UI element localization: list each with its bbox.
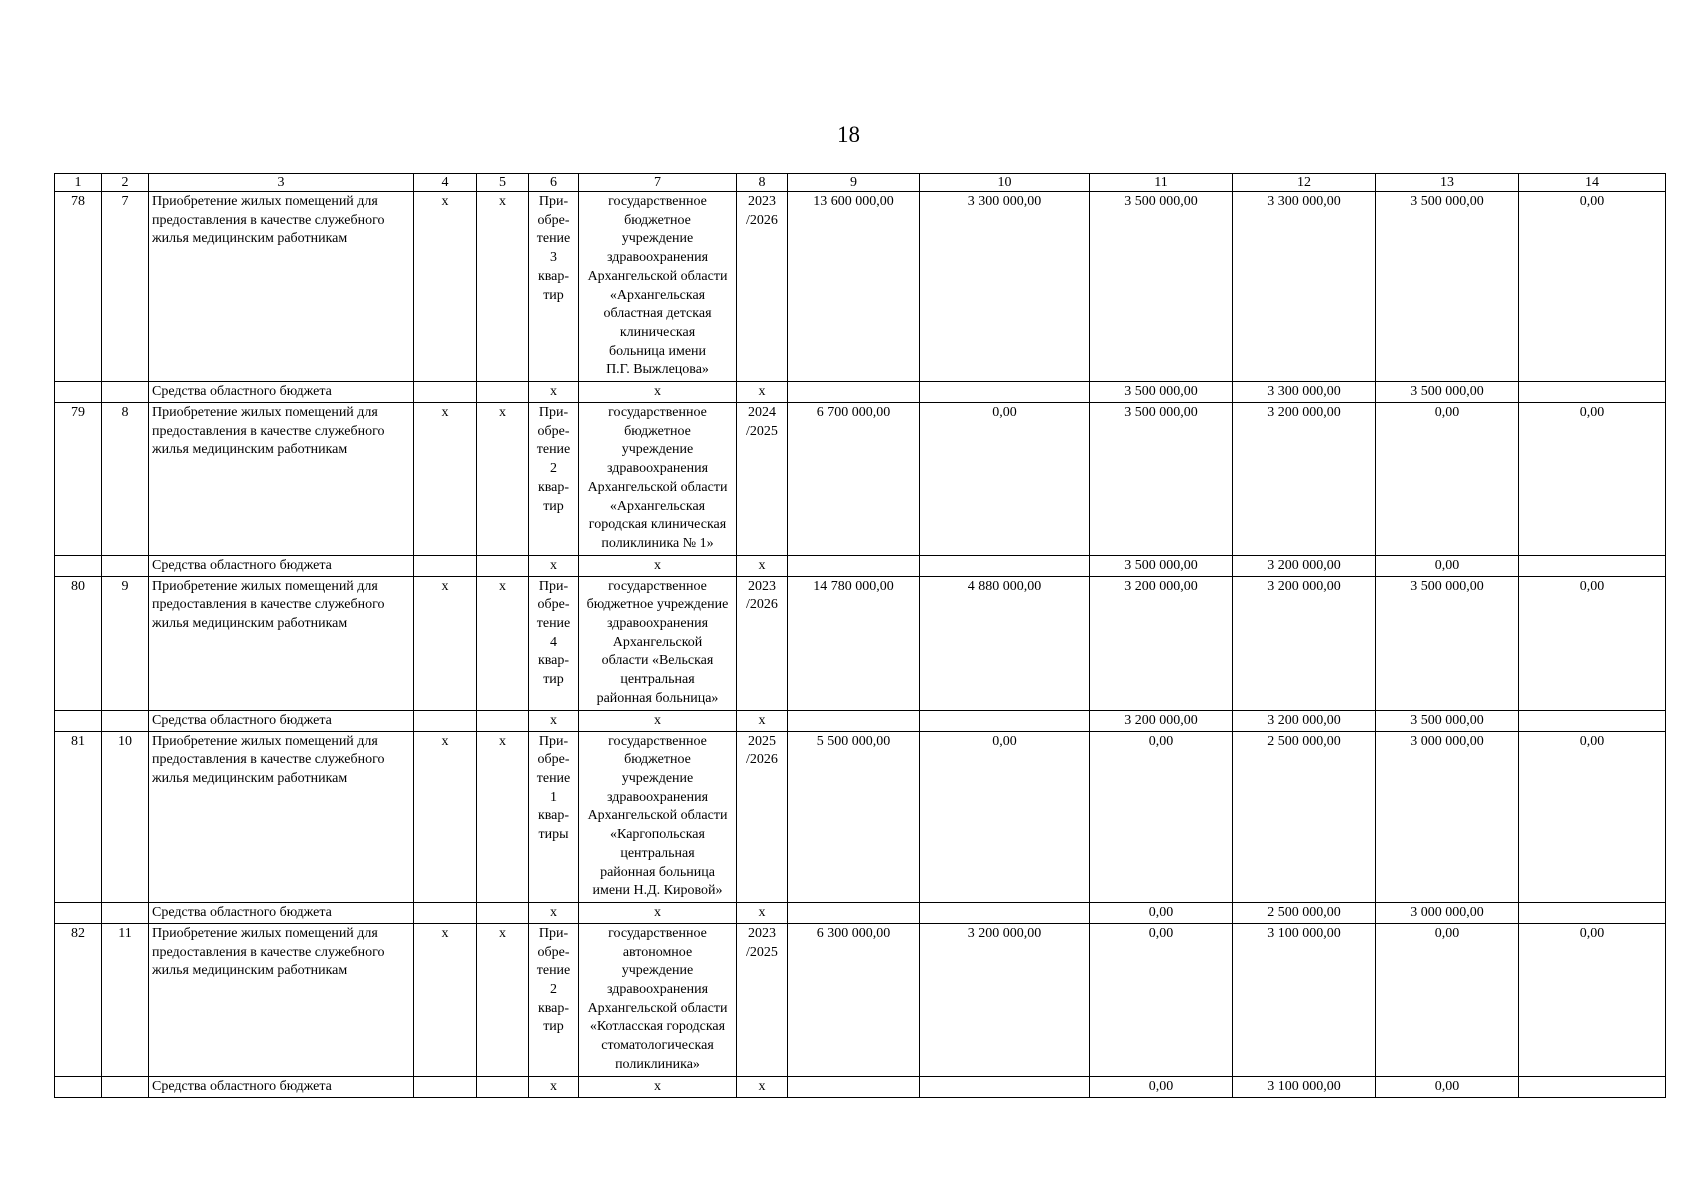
source-x-mark: х (529, 902, 579, 923)
empty-cell (1519, 710, 1666, 731)
source-x-mark: х (579, 555, 737, 576)
source-col-12-value: 3 300 000,00 (1233, 382, 1376, 403)
empty-cell (920, 1076, 1090, 1097)
col-13-value: 3 500 000,00 (1376, 576, 1519, 710)
budget-table (54, 173, 1666, 1098)
col-9-value: 13 600 000,00 (788, 192, 920, 382)
empty-cell (1519, 902, 1666, 923)
col-9-value: 6 700 000,00 (788, 403, 920, 556)
empty-cell (788, 710, 920, 731)
source-x-mark: х (579, 1076, 737, 1097)
table-row (55, 923, 1666, 1076)
object-title: Приобретение жилых помещений для предоставления в качестве служебного жилья медицинским работникам (149, 576, 414, 710)
column-number: 2 (102, 174, 149, 192)
row-number: 80 (55, 576, 102, 710)
institution-name: государственное бюджетное учреждение здравоохранения Архангельской области «Вельская центральная районная больница» (579, 576, 737, 710)
object-title: Приобретение жилых помещений для предоставления в качестве служебного жилья медицинским работникам (149, 192, 414, 382)
source-col-11-value: 0,00 (1090, 902, 1233, 923)
source-label: Средства областного бюджета (149, 1076, 414, 1097)
acquisition-note: При- обре- тение 3 квар- тир (529, 192, 579, 382)
empty-cell (788, 1076, 920, 1097)
col-5-mark: х (477, 576, 529, 710)
empty-cell (788, 902, 920, 923)
col-12-value: 2 500 000,00 (1233, 731, 1376, 902)
source-col-11-value: 3 500 000,00 (1090, 555, 1233, 576)
empty-cell (414, 902, 477, 923)
source-col-11-value: 3 200 000,00 (1090, 710, 1233, 731)
column-number: 7 (579, 174, 737, 192)
empty-cell (102, 1076, 149, 1097)
acquisition-note: При- обре- тение 2 квар- тир (529, 403, 579, 556)
empty-cell (788, 382, 920, 403)
acquisition-note: При- обре- тение 4 квар- тир (529, 576, 579, 710)
period: 2025 /2026 (737, 731, 788, 902)
empty-cell (102, 382, 149, 403)
col-14-value: 0,00 (1519, 731, 1666, 902)
col-11-value: 3 500 000,00 (1090, 192, 1233, 382)
source-col-11-value: 0,00 (1090, 1076, 1233, 1097)
source-x-mark: х (737, 382, 788, 403)
institution-name: государственное автономное учреждение здравоохранения Архангельской области «Котласская городская стоматологическая поликлиника» (579, 923, 737, 1076)
col-4-mark: х (414, 731, 477, 902)
sub-number: 7 (102, 192, 149, 382)
col-13-value: 3 000 000,00 (1376, 731, 1519, 902)
col-12-value: 3 200 000,00 (1233, 403, 1376, 556)
empty-cell (55, 902, 102, 923)
empty-cell (414, 710, 477, 731)
period: 2024 /2025 (737, 403, 788, 556)
column-number: 4 (414, 174, 477, 192)
empty-cell (1519, 555, 1666, 576)
column-number: 3 (149, 174, 414, 192)
source-col-12-value: 3 100 000,00 (1233, 1076, 1376, 1097)
empty-cell (920, 902, 1090, 923)
column-number: 6 (529, 174, 579, 192)
source-label: Средства областного бюджета (149, 902, 414, 923)
source-label: Средства областного бюджета (149, 710, 414, 731)
column-number: 8 (737, 174, 788, 192)
source-col-13-value: 3 500 000,00 (1376, 382, 1519, 403)
period: 2023 /2026 (737, 576, 788, 710)
institution-name: государственное бюджетное учреждение здравоохранения Архангельской области «Каргопольская центральная районная больница имени Н.Д. Кировой» (579, 731, 737, 902)
empty-cell (1519, 1076, 1666, 1097)
source-x-mark: х (529, 555, 579, 576)
col-11-value: 0,00 (1090, 731, 1233, 902)
empty-cell (55, 555, 102, 576)
empty-cell (102, 710, 149, 731)
empty-cell (55, 382, 102, 403)
column-number: 9 (788, 174, 920, 192)
sub-number: 10 (102, 731, 149, 902)
col-10-value: 0,00 (920, 403, 1090, 556)
period: 2023 /2025 (737, 923, 788, 1076)
empty-cell (55, 1076, 102, 1097)
source-col-12-value: 3 200 000,00 (1233, 710, 1376, 731)
source-row (55, 902, 1666, 923)
row-number: 81 (55, 731, 102, 902)
institution-name: государственное бюджетное учреждение здравоохранения Архангельской области «Архангельская областная детская клиническая больница имени П.Г. Выжлецова» (579, 192, 737, 382)
source-col-12-value: 2 500 000,00 (1233, 902, 1376, 923)
col-4-mark: х (414, 192, 477, 382)
source-col-12-value: 3 200 000,00 (1233, 555, 1376, 576)
col-12-value: 3 300 000,00 (1233, 192, 1376, 382)
col-14-value: 0,00 (1519, 403, 1666, 556)
col-14-value: 0,00 (1519, 923, 1666, 1076)
table-row (55, 576, 1666, 710)
col-4-mark: х (414, 576, 477, 710)
column-number: 12 (1233, 174, 1376, 192)
empty-cell (1519, 382, 1666, 403)
acquisition-note: При- обре- тение 1 квар- тиры (529, 731, 579, 902)
source-x-mark: х (737, 555, 788, 576)
source-row (55, 1076, 1666, 1097)
empty-cell (102, 902, 149, 923)
empty-cell (477, 1076, 529, 1097)
source-row (55, 710, 1666, 731)
col-4-mark: х (414, 923, 477, 1076)
period: 2023 /2026 (737, 192, 788, 382)
col-5-mark: х (477, 923, 529, 1076)
col-5-mark: х (477, 403, 529, 556)
row-number: 79 (55, 403, 102, 556)
row-number: 82 (55, 923, 102, 1076)
col-13-value: 3 500 000,00 (1376, 192, 1519, 382)
source-col-13-value: 0,00 (1376, 1076, 1519, 1097)
table-row (55, 731, 1666, 902)
source-col-13-value: 3 000 000,00 (1376, 902, 1519, 923)
empty-cell (920, 382, 1090, 403)
source-x-mark: х (579, 382, 737, 403)
col-9-value: 5 500 000,00 (788, 731, 920, 902)
column-number: 10 (920, 174, 1090, 192)
col-5-mark: х (477, 731, 529, 902)
column-number-row (55, 174, 1666, 192)
table-row (55, 403, 1666, 556)
col-14-value: 0,00 (1519, 576, 1666, 710)
object-title: Приобретение жилых помещений для предоставления в качестве служебного жилья медицинским работникам (149, 731, 414, 902)
source-x-mark: х (529, 382, 579, 403)
source-label: Средства областного бюджета (149, 555, 414, 576)
acquisition-note: При- обре- тение 2 квар- тир (529, 923, 579, 1076)
sub-number: 8 (102, 403, 149, 556)
col-10-value: 3 200 000,00 (920, 923, 1090, 1076)
institution-name: государственное бюджетное учреждение здравоохранения Архангельской области «Архангельская городская клиническая поликлиника № 1» (579, 403, 737, 556)
col-9-value: 14 780 000,00 (788, 576, 920, 710)
empty-cell (477, 710, 529, 731)
source-row (55, 382, 1666, 403)
empty-cell (788, 555, 920, 576)
col-4-mark: х (414, 403, 477, 556)
source-x-mark: х (737, 710, 788, 731)
col-11-value: 0,00 (1090, 923, 1233, 1076)
sub-number: 9 (102, 576, 149, 710)
col-13-value: 0,00 (1376, 923, 1519, 1076)
empty-cell (414, 1076, 477, 1097)
source-row (55, 555, 1666, 576)
col-12-value: 3 200 000,00 (1233, 576, 1376, 710)
empty-cell (477, 382, 529, 403)
sub-number: 11 (102, 923, 149, 1076)
source-col-13-value: 0,00 (1376, 555, 1519, 576)
column-number: 11 (1090, 174, 1233, 192)
col-12-value: 3 100 000,00 (1233, 923, 1376, 1076)
column-number: 14 (1519, 174, 1666, 192)
col-10-value: 0,00 (920, 731, 1090, 902)
empty-cell (414, 555, 477, 576)
source-label: Средства областного бюджета (149, 382, 414, 403)
source-x-mark: х (737, 902, 788, 923)
col-9-value: 6 300 000,00 (788, 923, 920, 1076)
empty-cell (55, 710, 102, 731)
source-x-mark: х (529, 1076, 579, 1097)
source-col-13-value: 3 500 000,00 (1376, 710, 1519, 731)
empty-cell (920, 710, 1090, 731)
col-14-value: 0,00 (1519, 192, 1666, 382)
table-body (55, 174, 1666, 1098)
column-number: 13 (1376, 174, 1519, 192)
col-11-value: 3 200 000,00 (1090, 576, 1233, 710)
source-col-11-value: 3 500 000,00 (1090, 382, 1233, 403)
object-title: Приобретение жилых помещений для предоставления в качестве служебного жилья медицинским работникам (149, 403, 414, 556)
row-number: 78 (55, 192, 102, 382)
source-x-mark: х (529, 710, 579, 731)
source-x-mark: х (737, 1076, 788, 1097)
column-number: 5 (477, 174, 529, 192)
col-13-value: 0,00 (1376, 403, 1519, 556)
empty-cell (920, 555, 1090, 576)
table-row (55, 192, 1666, 382)
empty-cell (102, 555, 149, 576)
column-number: 1 (55, 174, 102, 192)
col-10-value: 3 300 000,00 (920, 192, 1090, 382)
empty-cell (477, 902, 529, 923)
col-5-mark: х (477, 192, 529, 382)
page-number: 18 (837, 122, 860, 147)
empty-cell (477, 555, 529, 576)
object-title: Приобретение жилых помещений для предоставления в качестве служебного жилья медицинским работникам (149, 923, 414, 1076)
source-x-mark: х (579, 710, 737, 731)
empty-cell (414, 382, 477, 403)
source-x-mark: х (579, 902, 737, 923)
col-10-value: 4 880 000,00 (920, 576, 1090, 710)
col-11-value: 3 500 000,00 (1090, 403, 1233, 556)
